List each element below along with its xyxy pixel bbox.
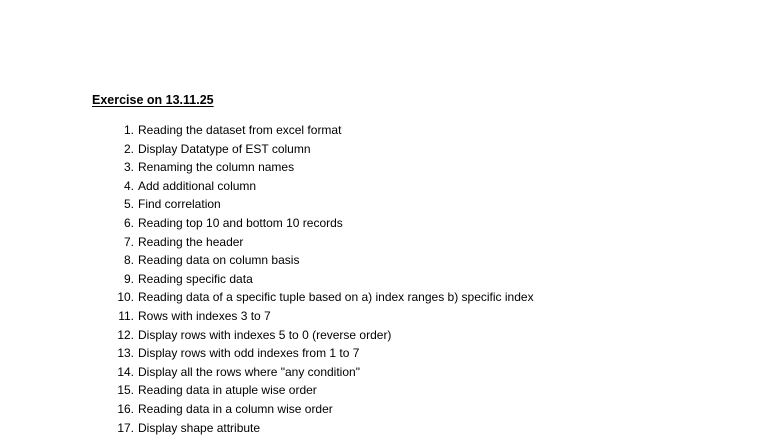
item-number: 3. xyxy=(123,160,134,175)
item-text: Display Datatype of EST column xyxy=(138,141,311,156)
item-number: 13. xyxy=(117,346,134,361)
item-text: Reading data in atuple wise order xyxy=(138,383,317,398)
item-text: Rows with indexes 3 to 7 xyxy=(138,308,271,323)
item-number: 10. xyxy=(117,290,134,305)
item-text: Reading top 10 and bottom 10 records xyxy=(138,215,343,230)
item-text: Renaming the column names xyxy=(138,160,295,175)
item-number: 9. xyxy=(123,271,134,286)
item-text: Display shape attribute xyxy=(138,420,261,435)
item-number: 6. xyxy=(123,215,134,230)
item-number: 17. xyxy=(117,420,134,435)
item-text: Reading data of a specific tuple based on a) index ranges b) specific index xyxy=(138,290,534,305)
item-text: Find correlation xyxy=(138,197,221,212)
item-number: 5. xyxy=(123,197,134,212)
item-number: 2. xyxy=(123,141,134,156)
item-text: Reading specific data xyxy=(138,271,253,286)
item-text: Reading data on column basis xyxy=(138,253,300,268)
item-text: Display rows with odd indexes from 1 to 7 xyxy=(138,346,360,361)
document-title: Exercise on 13.11.25 xyxy=(92,93,214,107)
item-number: 15. xyxy=(117,383,134,398)
item-text: Reading data in a column wise order xyxy=(138,401,333,416)
item-number: 4. xyxy=(123,178,134,193)
item-number: 12. xyxy=(117,327,134,342)
item-text: Display all the rows where "any condition" xyxy=(138,364,360,379)
item-number: 11. xyxy=(118,308,134,323)
item-number: 16. xyxy=(117,401,134,416)
item-text: Reading the header xyxy=(138,234,244,249)
item-text: Reading the dataset from excel format xyxy=(138,123,342,137)
item-text: Add additional column xyxy=(138,178,257,193)
item-number: 8. xyxy=(123,253,134,268)
item-text: Display rows with indexes 5 to 0 (reverse order) xyxy=(138,327,392,342)
item-number: 14. xyxy=(117,364,134,379)
item-number: 7. xyxy=(123,234,134,249)
item-number: 1. xyxy=(123,123,134,137)
